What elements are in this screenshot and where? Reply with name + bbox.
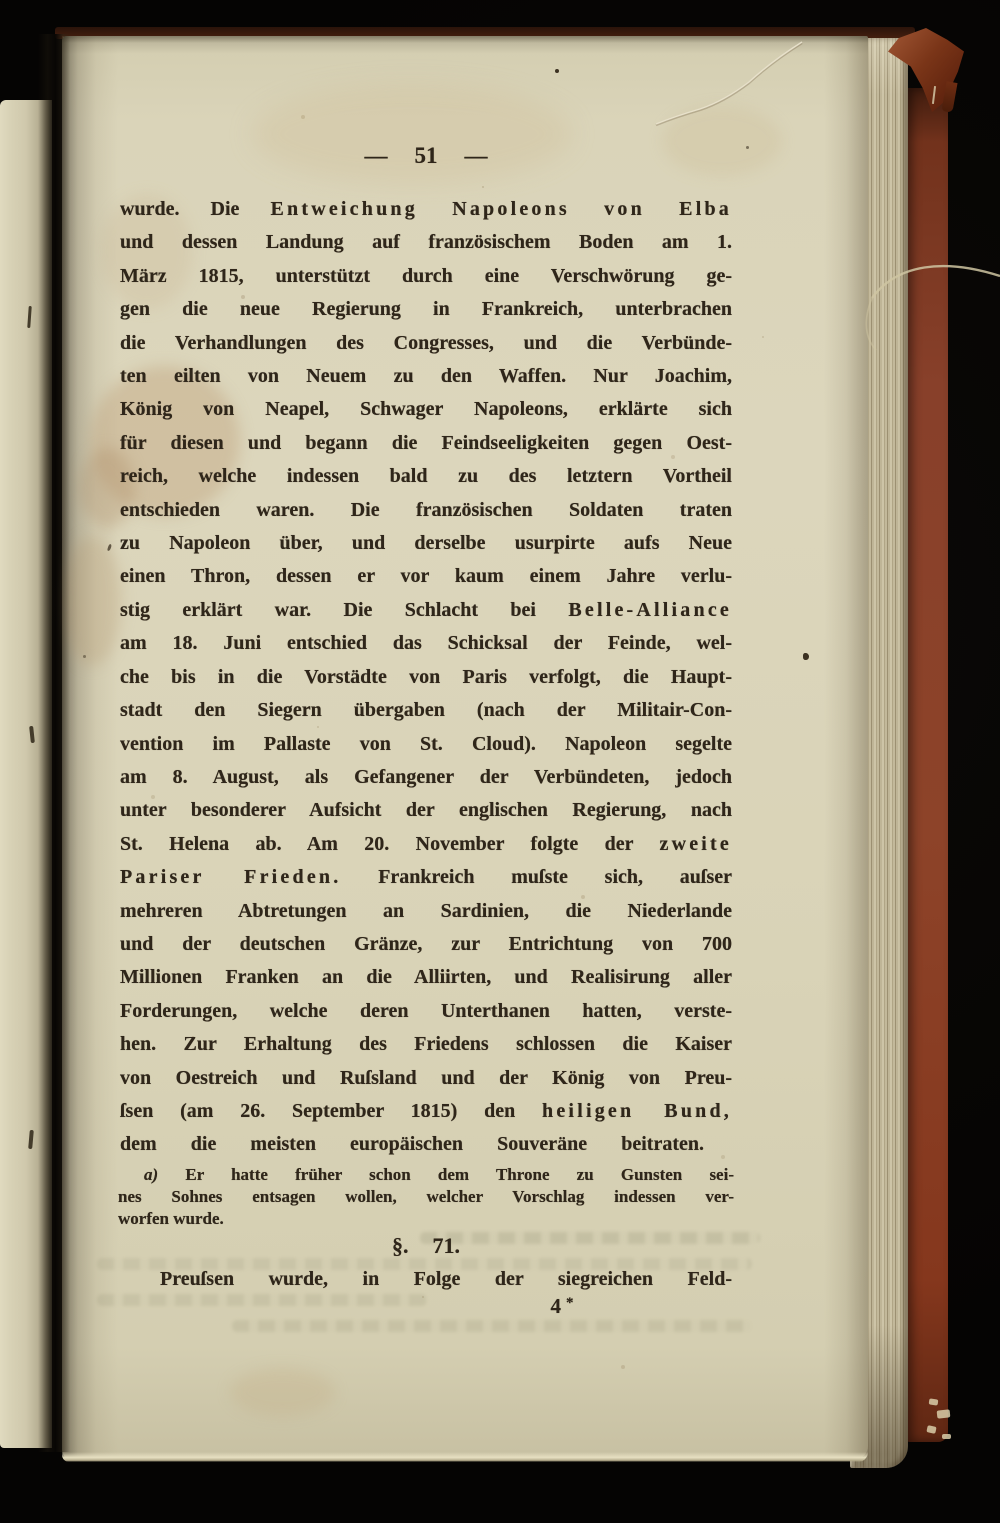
signature-number: 4 <box>550 1294 561 1318</box>
text-line: entschieden waren. Die französischen Soldaten traten <box>120 498 732 521</box>
text-line: vention im Pallaste von St. Cloud). Napoleon segelte <box>120 732 732 755</box>
stain <box>62 536 122 666</box>
section-symbol: §. <box>392 1233 409 1258</box>
text-line: worfen wurde. <box>118 1209 224 1229</box>
page-number: 51 <box>414 143 438 168</box>
book-page <box>62 36 868 1460</box>
text-line: die Verhandlungen des Congresses, und die Verbünde- <box>120 331 732 354</box>
text-line: unter besonderer Aufsicht der englischen Regierung, nach <box>120 799 732 822</box>
cover-scuff <box>929 1398 939 1405</box>
page-header <box>120 143 732 169</box>
text-line: und der deutschen Gränze, zur Entrichtung von 700 <box>120 932 732 955</box>
text-line: Millionen Franken an die Alliirten, und Realisirung aller <box>120 966 732 989</box>
text-line: St. Helena ab. Am 20. November folgte der zweite <box>120 832 732 855</box>
book-cover-spine <box>906 88 948 1442</box>
cover-scuff <box>942 1434 951 1439</box>
gutter-shadow <box>38 34 70 1452</box>
footnote-text <box>118 1164 734 1231</box>
cover-scuff <box>937 1409 951 1418</box>
ink-speck <box>83 655 86 658</box>
signature-star: * <box>566 1295 574 1311</box>
text-line: einen Thron, dessen er vor kaum einem Jahre verlu- <box>120 565 732 588</box>
text-line: nes Sohnes entsagen wollen, welcher Vorschlag indessen ver- <box>118 1187 734 1207</box>
header-dash-right: — <box>464 143 488 168</box>
text-line: am 18. Juni entschied das Schicksal der Feinde, wel- <box>120 632 732 655</box>
signature-mark <box>492 1294 632 1319</box>
text-line: stig erklärt war. Die Schlacht bei Belle-Alliance <box>120 598 732 621</box>
text-line: König von Neapel, Schwager Napoleons, erklärte sich <box>120 398 732 421</box>
continuation-text <box>120 1263 732 1296</box>
text-line: gen die neue Regierung in Frankreich, unterbrachen <box>120 298 732 321</box>
text-line: Preuſsen wurde, in Folge der siegreichen Feld- <box>160 1268 732 1290</box>
ink-speck <box>803 653 809 660</box>
header-dash-left: — <box>364 143 388 168</box>
ink-speck <box>746 146 749 149</box>
text-line: von Oestreich und Ruſsland und der König von Preu- <box>120 1066 732 1089</box>
text-line: März 1815, unterstützt durch eine Verschwörung ge- <box>120 264 732 287</box>
text-line: a) Er hatte früher schon dem Throne zu Gunsten sei- <box>144 1165 734 1184</box>
text-line: dem die meisten europäischen Souveräne beitraten. <box>120 1133 704 1156</box>
ink-speck <box>555 69 559 73</box>
text-line: für diesen und begann die Feindseeligkeiten gegen Oest- <box>120 431 732 454</box>
body-text <box>120 193 732 1162</box>
text-line: stadt den Siegern übergaben (nach der Militair-Con- <box>120 699 732 722</box>
text-line: che bis in die Vorstädte von Paris verfolgt, die Haupt- <box>120 665 732 688</box>
stain <box>252 84 572 184</box>
text-line: und dessen Landung auf französischem Boden am 1. <box>120 231 732 254</box>
section-heading <box>120 1233 732 1259</box>
ink-speck <box>107 544 112 552</box>
text-line: hen. Zur Erhaltung des Friedens schlossen die Kaiser <box>120 1033 732 1056</box>
text-line: ſsen (am 26. September 1815) den heiligen Bund, <box>120 1099 733 1122</box>
show-through-text <box>232 1320 752 1332</box>
text-line: zu Napoleon über, und derselbe usurpirte aufs Neue <box>120 532 732 555</box>
text-line: wurde. Die Entweichung Napoleons von Elba <box>120 198 733 220</box>
text-line: mehreren Abtretungen an Sardinien, die Niederlande <box>120 899 732 922</box>
text-line: Forderungen, welche deren Unterthanen hatten, verste- <box>120 999 732 1022</box>
text-line: reich, welche indessen bald zu des letztern Vortheil <box>120 465 732 488</box>
text-line: Pariser Frieden. Frankreich muſste sich, auſser <box>120 866 732 889</box>
text-line: ten eilten von Neuem zu den Waffen. Nur Joachim, <box>120 365 732 388</box>
text-line: am 8. August, als Gefangener der Verbündeten, jedoch <box>120 765 732 788</box>
section-number: 71. <box>432 1233 460 1258</box>
stain <box>230 1368 335 1416</box>
